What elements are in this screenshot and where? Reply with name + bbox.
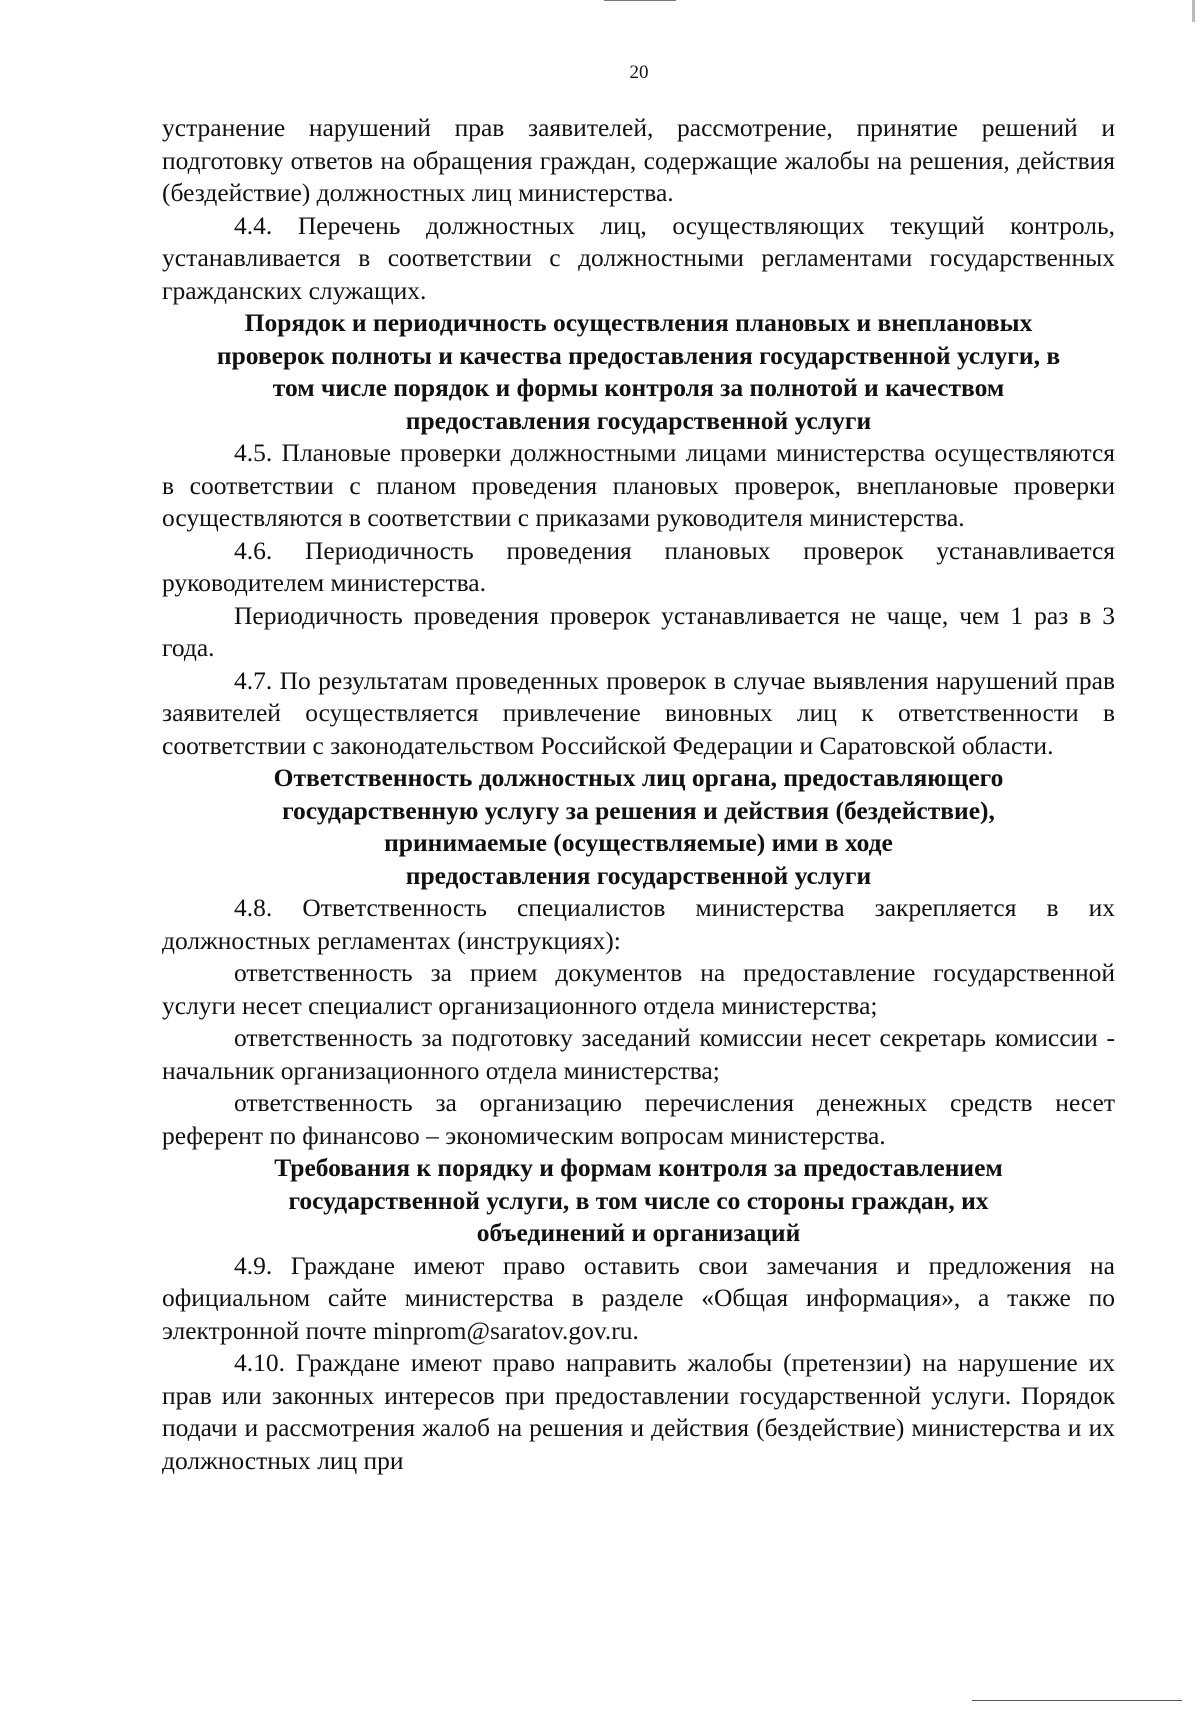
paragraph-4-5: 4.5. Плановые проверки должностными лицами министерства осуществляются в соответствии с планом проведения плановых проверок, внеплановые проверки осуществляются в соответствии с приказами руководителя министерства. xyxy=(162,438,1115,532)
section-heading-inspections xyxy=(162,307,1115,437)
heading-line: Требования к порядку и формам контроля за предоставлением xyxy=(274,1153,1003,1182)
paragraph-4-7: 4.7. По результатам проведенных проверок в случае выявления нарушений прав заявителей осуществляется привлечение виновных лиц к ответственности в соответствии с законодательством Российской Федерации и Саратовской области. xyxy=(162,665,1115,760)
heading-line: государственной услуги, в том числе со стороны граждан, их xyxy=(288,1185,989,1215)
bottom-rule xyxy=(972,1700,1182,1701)
section-heading-control-requirements xyxy=(162,1152,1115,1250)
heading-line: предоставления государственной услуги xyxy=(405,405,872,435)
document-body xyxy=(162,112,1115,1477)
paragraph-4-8: 4.8. Ответственность специалистов министерства закрепляется в их должностных регламентах (инструкциях): xyxy=(162,893,1115,955)
heading-line: проверок полноты и качества предоставления государственной услуги, в xyxy=(216,340,1061,370)
paragraph-periodicity: Периодичность проведения проверок устанавливается не чаще, чем 1 раз в 3 года. xyxy=(162,600,1115,662)
heading-line: принимаемые (осуществляемые) ими в ходе xyxy=(384,828,893,857)
heading-line: государственную услугу за решения и действия (бездействие), xyxy=(282,795,995,825)
heading-line: объединений и организаций xyxy=(476,1218,801,1247)
paragraph-4-4: 4.4. Перечень должностных лиц, осуществляющих текущий контроль, устанавливается в соответствии с должностными регламентами государственных гражданских служащих. xyxy=(162,210,1115,305)
paragraph-responsibility-documents: ответственность за прием документов на предоставление государственной услуги несет специалист организационного отдела министерства; xyxy=(162,958,1115,1020)
heading-line: предоставления государственной услуги xyxy=(405,860,872,890)
scan-edge-mark xyxy=(1192,0,1195,22)
heading-line: Порядок и периодичность осуществления плановых и внеплановых xyxy=(244,308,1033,337)
paragraph-4-9: 4.9. Граждане имеют право оставить свои замечания и предложения на официальном сайте министерства в разделе «Общая информация», а также по электронной почте minprom@saratov.gov.ru. xyxy=(162,1250,1115,1345)
paragraph-continuation: устранение нарушений прав заявителей, рассмотрение, принятие решений и подготовку ответов на обращения граждан, содержащие жалобы на решения, действия (бездействие) должностных лиц министерства. xyxy=(162,113,1115,207)
paragraph-responsibility-finance: ответственность за организацию перечисления денежных средств несет референт по финансово – экономическим вопросам министерства. xyxy=(162,1088,1115,1150)
heading-line: Ответственность должностных лиц органа, предоставляющего xyxy=(273,763,1004,792)
top-rule xyxy=(604,0,676,1)
section-heading-responsibility xyxy=(162,762,1115,892)
paragraph-4-10: 4.10. Граждане имеют право направить жалобы (претензии) на нарушение их прав или законных интересов при предоставлении государственной услуги. Порядок подачи и рассмотрения жалоб на решения и действия (бездействие) министерства и их должностных лиц при xyxy=(162,1348,1115,1475)
paragraph-responsibility-commission: ответственность за подготовку заседаний комиссии несет секретарь комиссии - начальник организационного отдела министерства; xyxy=(162,1023,1115,1085)
heading-line: том числе порядок и формы контроля за полнотой и качеством xyxy=(272,373,1005,402)
page-number: 20 xyxy=(629,62,649,83)
paragraph-4-6: 4.6. Периодичность проведения плановых проверок устанавливается руководителем министерства. xyxy=(162,535,1115,597)
